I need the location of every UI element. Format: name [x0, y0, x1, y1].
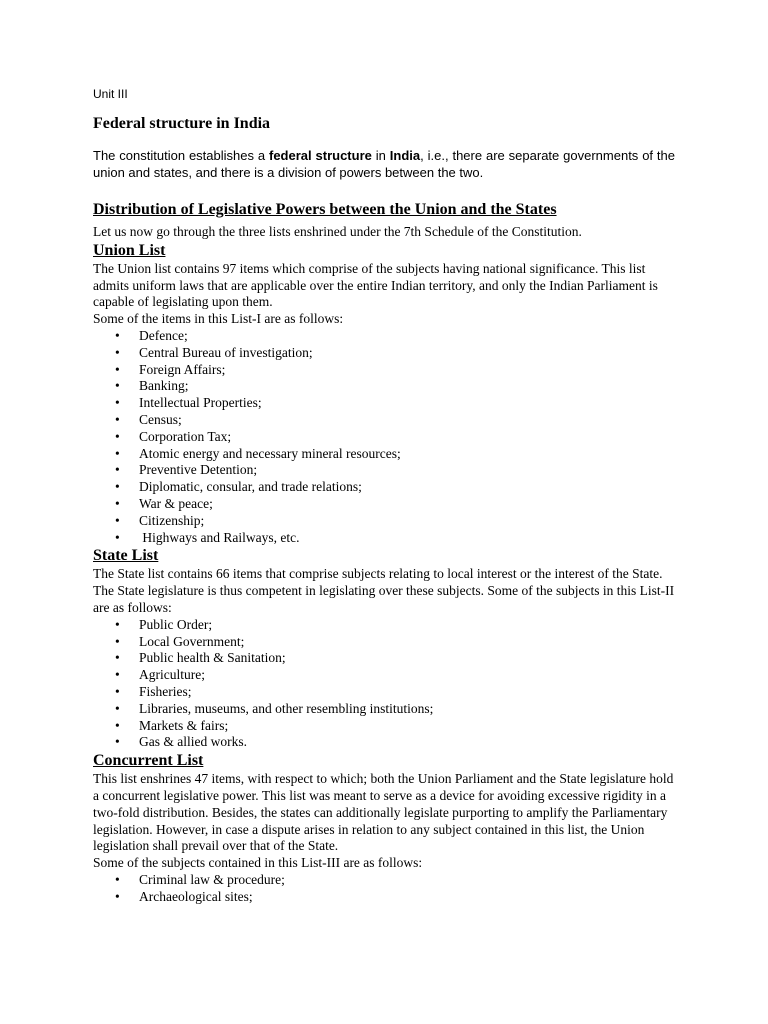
bullet-icon: • — [115, 378, 120, 394]
list-item-text: Banking; — [139, 378, 189, 394]
list-item — [115, 718, 675, 735]
list-item-text: Intellectual Properties; — [139, 395, 262, 411]
bullet-icon: • — [115, 888, 120, 904]
concurrent-list-intro: Some of the subjects contained in this List-III are as follows: — [93, 855, 423, 871]
bullet-icon: • — [115, 650, 120, 666]
list-item-text: Fisheries; — [139, 683, 192, 699]
list-item-text: Markets & fairs; — [139, 717, 229, 733]
list-item-text: Local Government; — [139, 633, 245, 649]
bullet-icon: • — [115, 445, 120, 461]
list-item-text: Foreign Affairs; — [139, 361, 226, 377]
bullet-icon: • — [115, 327, 120, 343]
list-item-text: Archaeological sites; — [139, 888, 253, 904]
intro-text-2: in — [371, 148, 390, 163]
list-item-text: Census; — [139, 411, 182, 427]
bullet-icon: • — [115, 479, 120, 495]
list-item — [115, 634, 675, 651]
intro-paragraph — [93, 147, 675, 181]
intro-text-1: The constitution establishes a — [93, 148, 269, 163]
list-item-text: Defence; — [139, 327, 188, 343]
list-item — [115, 889, 675, 906]
bullet-icon: • — [115, 633, 120, 649]
list-item — [115, 734, 675, 751]
list-item-text: Diplomatic, consular, and trade relations; — [139, 479, 362, 495]
list-item — [115, 667, 675, 684]
concurrent-list-items — [93, 872, 675, 906]
bullet-icon: • — [115, 529, 120, 545]
intro-bold-india: India — [389, 148, 421, 163]
list-item — [115, 429, 675, 446]
state-list-items — [93, 617, 675, 751]
list-item — [115, 328, 675, 345]
list-item — [115, 701, 675, 718]
bullet-icon: • — [115, 495, 120, 511]
bullet-icon: • — [115, 411, 120, 427]
list-item-text: Corporation Tax; — [139, 428, 232, 444]
list-item — [115, 446, 675, 463]
list-item — [115, 496, 675, 513]
union-list-items — [93, 328, 675, 546]
bullet-icon: • — [115, 361, 120, 377]
document-title: Federal structure in India — [93, 115, 271, 132]
intro-text-3: , i.e., there are separate governments of the union and states, and there is a division of powers between the two. — [93, 148, 675, 180]
list-item-text: Highways and Railways, etc. — [139, 529, 300, 545]
concurrent-list-heading: Concurrent List — [93, 752, 204, 770]
bullet-icon: • — [115, 395, 120, 411]
list-item — [115, 650, 675, 667]
bullet-icon: • — [115, 871, 120, 887]
list-item — [115, 395, 675, 412]
bullet-icon: • — [115, 667, 120, 683]
state-list-paragraph: The State list contains 66 items that comprise subjects relating to local interest or the interest of the State. The State legislature is thus competent in legislating over these subjects. Some of the subjects in this List-II are as follows: — [93, 566, 675, 615]
list-item — [115, 362, 675, 379]
distribution-lead: Let us now go through the three lists enshrined under the 7th Schedule of the Constitution. — [93, 224, 582, 239]
unit-label: Unit III — [93, 87, 128, 101]
list-item-text: Public Order; — [139, 616, 213, 632]
list-item-text: Preventive Detention; — [139, 462, 258, 478]
list-item-text: Citizenship; — [139, 512, 205, 528]
bullet-icon: • — [115, 512, 120, 528]
list-item — [115, 462, 675, 479]
bullet-icon: • — [115, 683, 120, 699]
list-item-text: Atomic energy and necessary mineral resources; — [139, 445, 401, 461]
list-item — [115, 345, 675, 362]
document-page — [93, 86, 675, 905]
list-item-text: Central Bureau of investigation; — [139, 344, 313, 360]
bullet-icon: • — [115, 462, 120, 478]
intro-bold-federal-structure: federal structure — [269, 148, 372, 163]
list-item-text: Gas & allied works. — [139, 734, 247, 750]
union-list-intro: Some of the items in this List-I are as follows: — [93, 311, 344, 327]
state-list-heading: State List — [93, 547, 159, 565]
bullet-icon: • — [115, 616, 120, 632]
union-list-paragraph: The Union list contains 97 items which comprise of the subjects having national significance. This list admits uniform laws that are applicable over the entire Indian territory, and only the Indian Parliament is capable of legislating upon them. — [93, 260, 658, 310]
list-item-text: Criminal law & procedure; — [139, 871, 285, 887]
list-item — [115, 684, 675, 701]
bullet-icon: • — [115, 734, 120, 750]
list-item-text: Public health & Sanitation; — [139, 650, 286, 666]
bullet-icon: • — [115, 344, 120, 360]
list-item — [115, 513, 675, 530]
list-item — [115, 378, 675, 395]
list-item-text: Agriculture; — [139, 667, 205, 683]
list-item — [115, 412, 675, 429]
bullet-icon: • — [115, 428, 120, 444]
list-item — [115, 479, 675, 496]
bullet-icon: • — [115, 700, 120, 716]
list-item — [115, 530, 675, 547]
list-item — [115, 872, 675, 889]
list-item-text: War & peace; — [139, 495, 213, 511]
list-item-text: Libraries, museums, and other resembling institutions; — [139, 700, 434, 716]
concurrent-list-paragraph: This list enshrines 47 items, with respect to which; both the Union Parliament and the State legislature hold a concurrent legislative power. This list was meant to serve as a device for avoiding excessive rigidity in a two-fold distribution. Besides, the states can additionally legislate purporting to amplify the Parliamentary legislation. However, in case a dispute arises in relation to any subject contained in this list, the Union legislation shall prevail over that of the State. — [93, 771, 674, 854]
list-item — [115, 617, 675, 634]
bullet-icon: • — [115, 717, 120, 733]
union-list-heading: Union List — [93, 241, 166, 259]
distribution-title: Distribution of Legislative Powers between the Union and the States — [93, 201, 557, 218]
